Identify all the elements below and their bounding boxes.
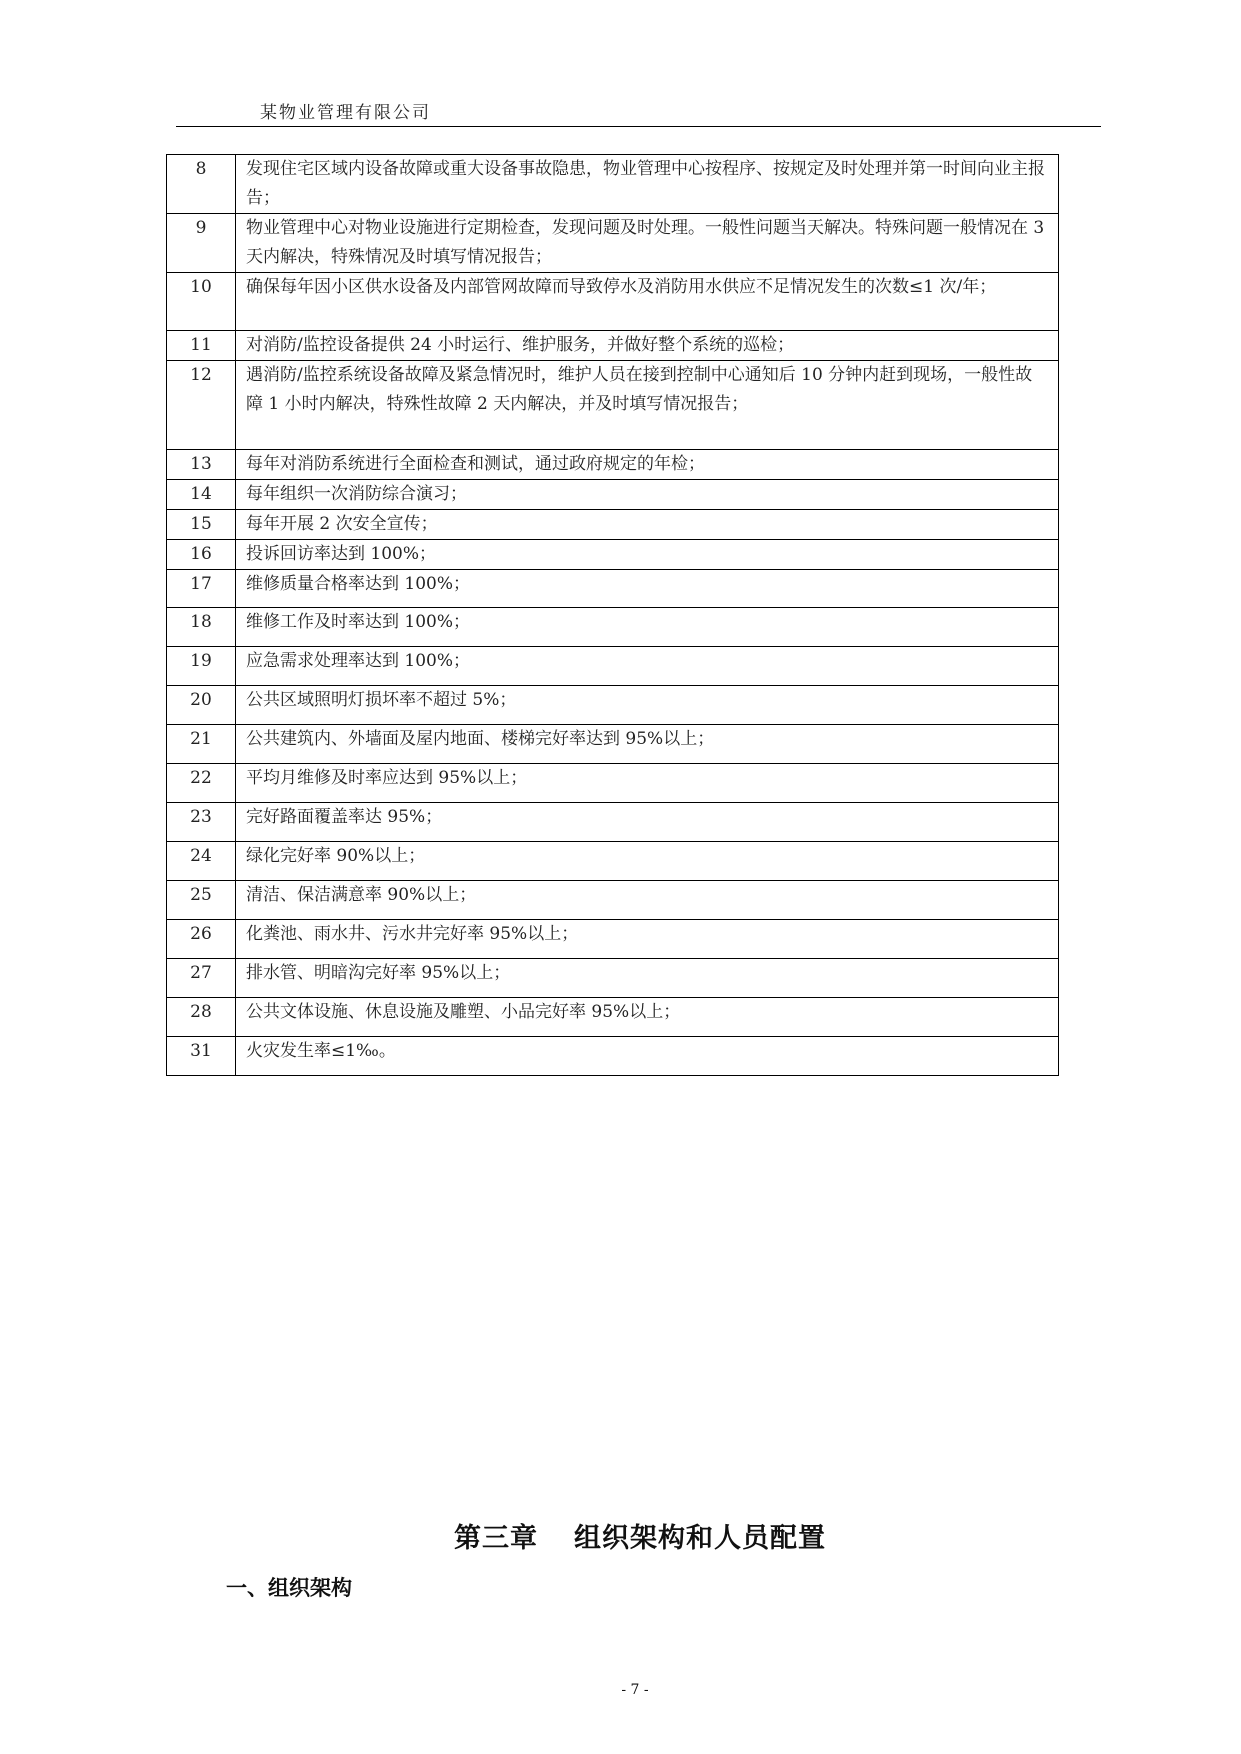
table-row (167, 998, 1059, 1037)
row-text: 每年组织一次消防综合演习； (236, 480, 1059, 510)
row-number: 19 (167, 647, 236, 686)
row-number: 10 (167, 273, 236, 331)
row-number: 13 (167, 450, 236, 480)
row-text: 火灾发生率≤1‰。 (236, 1037, 1059, 1076)
page-number: - 7 - (621, 1682, 649, 1698)
table-row (167, 331, 1059, 361)
chapter-heading (0, 1516, 1241, 1555)
row-text: 排水管、明暗沟完好率 95%以上； (236, 959, 1059, 998)
row-text: 完好路面覆盖率达 95%； (236, 803, 1059, 842)
header-divider (176, 126, 1101, 127)
row-text: 维修质量合格率达到 100%； (236, 570, 1059, 608)
row-number: 17 (167, 570, 236, 608)
table-row (167, 214, 1059, 273)
row-text: 每年开展 2 次安全宣传； (236, 510, 1059, 540)
table-row (167, 155, 1059, 214)
table-row (167, 570, 1059, 608)
row-text: 发现住宅区域内设备故障或重大设备事故隐患，物业管理中心按程序、按规定及时处理并第一时间向业主报告； (236, 155, 1059, 214)
table-row (167, 686, 1059, 725)
row-number: 24 (167, 842, 236, 881)
table-row (167, 273, 1059, 331)
standards-table (166, 154, 1059, 1076)
row-number: 31 (167, 1037, 236, 1076)
table-row (167, 510, 1059, 540)
row-number: 26 (167, 920, 236, 959)
row-text: 遇消防/监控系统设备故障及紧急情况时，维护人员在接到控制中心通知后 10 分钟内赶到现场，一般性故障 1 小时内解决，特殊性故障 2 天内解决，并及时填写情况报告； (236, 361, 1059, 450)
table-row (167, 842, 1059, 881)
table-row (167, 1037, 1059, 1076)
row-text: 物业管理中心对物业设施进行定期检查，发现问题及时处理。一般性问题当天解决。特殊问题一般情况在 3 天内解决，特殊情况及时填写情况报告； (236, 214, 1059, 273)
row-number: 9 (167, 214, 236, 273)
table-row (167, 725, 1059, 764)
row-text: 公共文体设施、休息设施及雕塑、小品完好率 95%以上； (236, 998, 1059, 1037)
row-text: 清洁、保洁满意率 90%以上； (236, 881, 1059, 920)
row-text: 化粪池、雨水井、污水井完好率 95%以上； (236, 920, 1059, 959)
row-number: 8 (167, 155, 236, 214)
row-text: 确保每年因小区供水设备及内部管网故障而导致停水及消防用水供应不足情况发生的次数≤1 次/年； (236, 273, 1059, 331)
table-row (167, 480, 1059, 510)
row-number: 28 (167, 998, 236, 1037)
row-number: 16 (167, 540, 236, 570)
table-row (167, 608, 1059, 647)
table-row (167, 803, 1059, 842)
row-number: 22 (167, 764, 236, 803)
chapter-title: 组织架构和人员配置 (574, 1523, 826, 1554)
chapter-number: 第三章 (454, 1523, 538, 1554)
row-number: 20 (167, 686, 236, 725)
table-row (167, 959, 1059, 998)
table-row (167, 764, 1059, 803)
row-text: 公共建筑内、外墙面及屋内地面、楼梯完好率达到 95%以上； (236, 725, 1059, 764)
table-row (167, 450, 1059, 480)
row-text: 平均月维修及时率应达到 95%以上； (236, 764, 1059, 803)
row-text: 投诉回访率达到 100%； (236, 540, 1059, 570)
row-number: 15 (167, 510, 236, 540)
row-number: 14 (167, 480, 236, 510)
page-header-company: 某物业管理有限公司 (260, 103, 431, 123)
row-text: 应急需求处理率达到 100%； (236, 647, 1059, 686)
row-text: 每年对消防系统进行全面检查和测试，通过政府规定的年检； (236, 450, 1059, 480)
row-number: 21 (167, 725, 236, 764)
section-heading: 一、组织架构 (226, 1575, 352, 1600)
table-row (167, 361, 1059, 450)
row-text: 维修工作及时率达到 100%； (236, 608, 1059, 647)
standards-table-body (167, 155, 1059, 1076)
row-number: 11 (167, 331, 236, 361)
row-number: 27 (167, 959, 236, 998)
row-number: 18 (167, 608, 236, 647)
row-text: 绿化完好率 90%以上； (236, 842, 1059, 881)
table-row (167, 920, 1059, 959)
row-text: 公共区域照明灯损坏率不超过 5%； (236, 686, 1059, 725)
row-number: 25 (167, 881, 236, 920)
table-row (167, 647, 1059, 686)
table-row (167, 881, 1059, 920)
row-number: 23 (167, 803, 236, 842)
row-text: 对消防/监控设备提供 24 小时运行、维护服务，并做好整个系统的巡检； (236, 331, 1059, 361)
row-number: 12 (167, 361, 236, 450)
table-row (167, 540, 1059, 570)
